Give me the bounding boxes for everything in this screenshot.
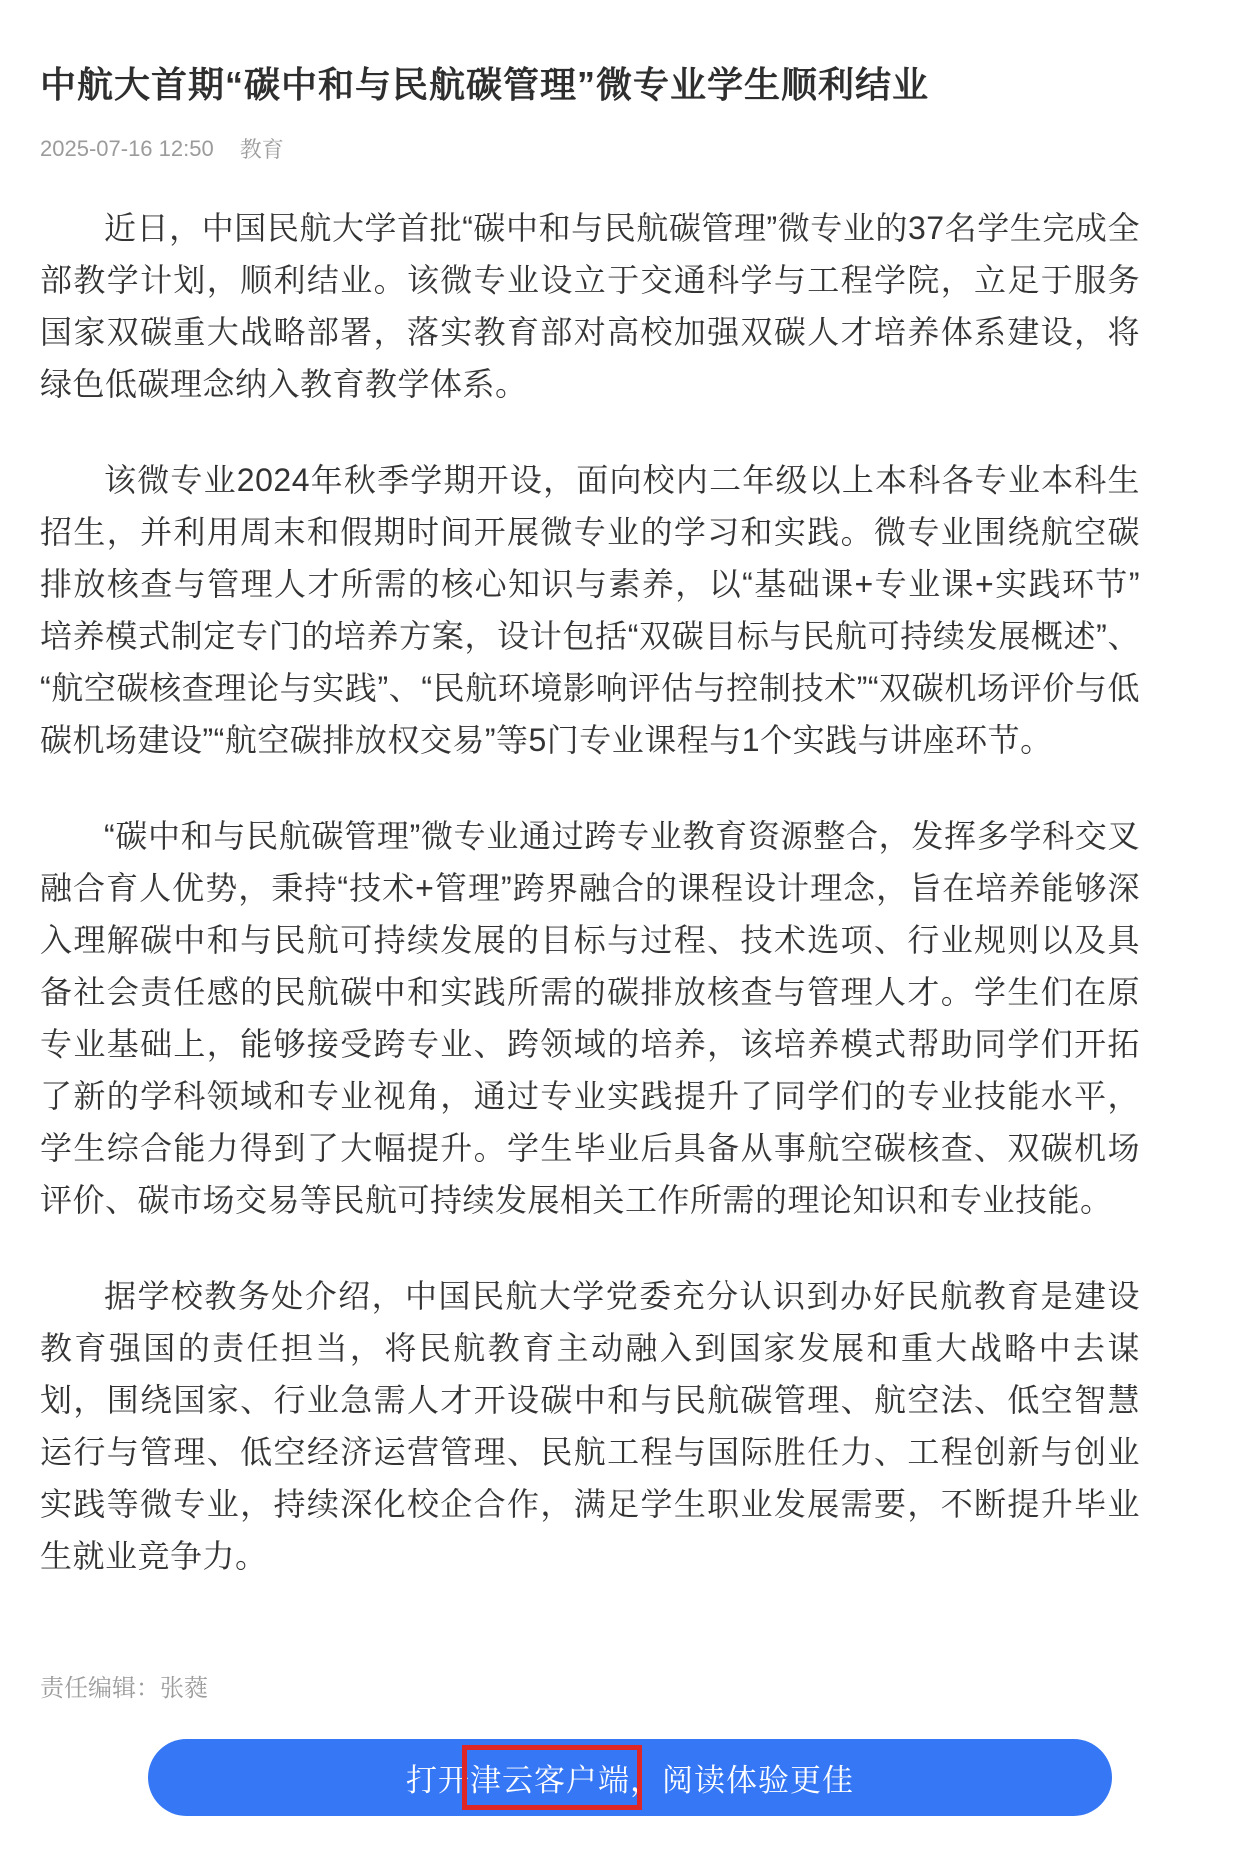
app-name-highlight-box: 津云客户端 <box>470 1755 630 1800</box>
page-title: 中航大首期“碳中和与民航碳管理”微专业学生顺利结业 <box>40 64 930 105</box>
publish-date: 2025-07-16 12:50 <box>40 135 214 161</box>
paragraph-1: 近日，中国民航大学首批“碳中和与民航碳管理”微专业的37名学生完成全部教学计划，顺利结业。该微专业设立于交通科学与工程学院，立足于服务国家双碳重大战略部署，落实教育部对高校加强双碳人才培养体系建设，将绿色低碳理念纳入教育教学体系。 <box>40 210 1140 402</box>
open-app-suffix: ，阅读体验更佳 <box>630 1763 854 1798</box>
paragraph-3: “碳中和与民航碳管理”微专业通过跨专业教育资源整合，发挥多学科交叉融合育人优势，秉持“技术+管理”跨界融合的课程设计理念，旨在培养能够深入理解碳中和与民航可持续发展的目标与过程、技术选项、行业规则以及具备社会责任感的民航碳中和实践所需的碳排放核查与管理人才。学生们在原专业基础上，能够接受跨专业、跨领域的培养，该培养模式帮助同学们开拓了新的学科领域和专业视角，通过专业实践提升了同学们的专业技能水平，学生综合能力得到了大幅提升。学生毕业后具备从事航空碳核查、双碳机场评价、碳市场交易等民航可持续发展相关工作所需的理论知识和专业技能。 <box>40 818 1140 1218</box>
editor-credit: 责任编辑：张蕤 <box>40 1675 208 1702</box>
open-app-button[interactable] <box>148 1739 1112 1816</box>
category-label: 教育 <box>239 137 284 162</box>
open-app-prefix: 打开 <box>406 1763 470 1798</box>
paragraph-2: 该微专业2024年秋季学期开设，面向校内二年级以上本科各专业本科生招生，并利用周末和假期时间开展微专业的学习和实践。微专业围绕航空碳排放核查与管理人才所需的核心知识与素养，以“基础课+专业课+实践环节”培养模式制定专门的培养方案，设计包括“双碳目标与民航可持续发展概述”、“航空碳核查理论与实践”、“民航环境影响评估与控制技术”“双碳机场评价与低碳机场建设”“航空碳排放权交易”等5门专业课程与1个实践与讲座环节。 <box>40 462 1140 758</box>
article-container <box>40 0 1140 1703</box>
article-body <box>40 202 1140 1582</box>
paragraph-4: 据学校教务处介绍，中国民航大学党委充分认识到办好民航教育是建设教育强国的责任担当，将民航教育主动融入到国家发展和重大战略中去谋划，围绕国家、行业急需人才开设碳中和与民航碳管理、航空法、低空智慧运行与管理、低空经济运营管理、民航工程与国际胜任力、工程创新与创业实践等微专业，持续深化校企合作，满足学生职业发展需要，不断提升毕业生就业竞争力。 <box>40 1278 1140 1574</box>
article-meta <box>40 133 1140 164</box>
